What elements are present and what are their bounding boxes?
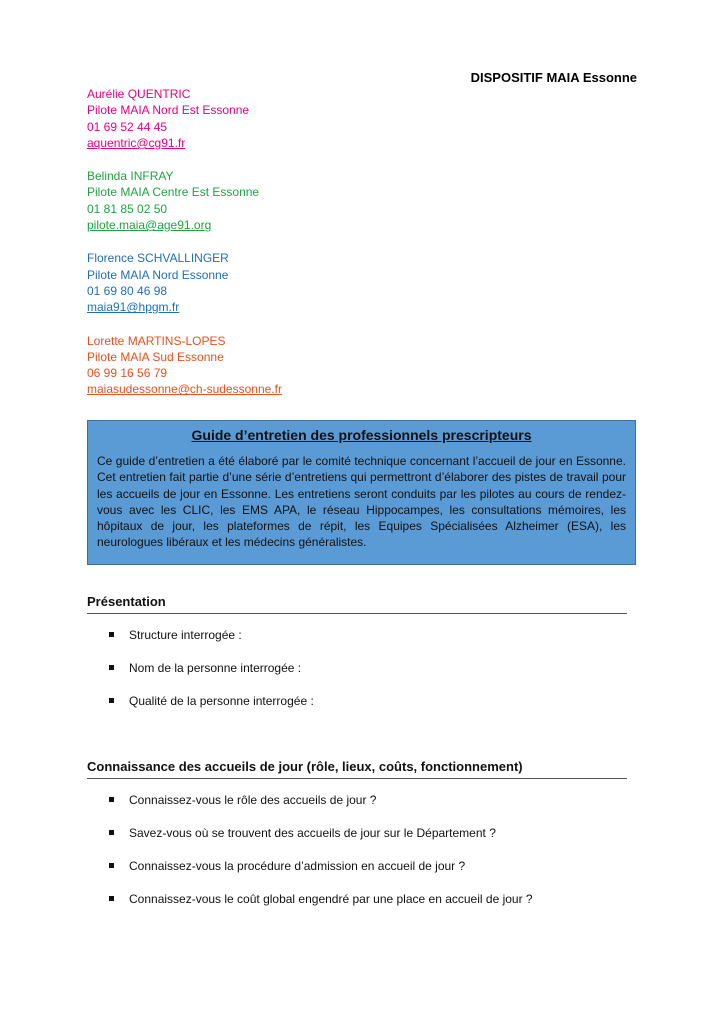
section-connaissance — [87, 759, 627, 907]
contact-name: Lorette MARTINS-LOPES — [87, 333, 226, 348]
contact-role: Pilote MAIA Sud Essonne — [87, 349, 224, 364]
section-title: Présentation — [87, 594, 627, 614]
question-list — [87, 627, 627, 709]
square-bullet-icon — [109, 863, 114, 868]
square-bullet-icon — [109, 896, 114, 901]
guide-description: Ce guide d’entretien a été élaboré par le comité technique concernant l’accueil de jour en Essonne. Cet entretien fait partie d’une série d’entretiens qui permettront d’élaborer des pistes de travail pour les accueils de jour en Essonne. Les entretiens seront conduits par les pilotes au cours de rendez-vous avec les CLIC, les EMS APA, le réseau Hippocampes, les consultations mémoires, les hôpitaux de jour, les plateformes de répit, les Equipes Spécialisées Alzheimer (ESA), les neurologues libéraux et les médecins généralistes. — [97, 454, 626, 550]
square-bullet-icon — [109, 665, 114, 670]
contact-email-link[interactable]: maiasudessonne@ch-sudessonne.fr — [87, 382, 282, 397]
contact-role: Pilote MAIA Nord Essonne — [87, 267, 229, 282]
list-item-text: Savez-vous où se trouvent des accueils de jour sur le Département ? — [129, 826, 496, 840]
list-item — [87, 627, 627, 643]
contact-role: Pilote MAIA Nord Est Essonne — [87, 103, 250, 118]
list-item — [87, 891, 627, 907]
guide-title: Guide d’entretien des professionnels prescripteurs — [191, 427, 532, 443]
list-item-text: Nom de la personne interrogée : — [129, 661, 302, 675]
list-item — [87, 792, 627, 808]
square-bullet-icon — [109, 830, 114, 835]
contact-phone: 01 69 80 46 98 — [87, 283, 168, 298]
list-item-text: Connaissez-vous le coût global engendré par une place en accueil de jour ? — [129, 892, 533, 906]
section-title: Connaissance des accueils de jour (rôle, lieux, coûts, fonctionnement) — [87, 759, 627, 779]
contact-email-link[interactable]: aquentric@cg91.fr — [87, 135, 186, 150]
contact-card — [87, 250, 487, 315]
contact-role: Pilote MAIA Centre Est Essonne — [87, 185, 260, 200]
contact-name: Florence SCHVALLINGER — [87, 251, 229, 266]
contacts-block — [87, 86, 487, 415]
square-bullet-icon — [109, 698, 114, 703]
contact-card — [87, 168, 487, 233]
contact-name: Aurélie QUENTRIC — [87, 87, 191, 101]
contact-card — [87, 333, 487, 398]
list-item-text: Connaissez-vous la procédure d’admission en accueil de jour ? — [129, 859, 466, 873]
list-item-text: Connaissez-vous le rôle des accueils de jour ? — [129, 793, 377, 807]
contact-name: Belinda INFRAY — [87, 169, 174, 184]
contact-card — [87, 86, 487, 151]
list-item — [87, 693, 627, 709]
list-item-text: Structure interrogée : — [129, 628, 242, 642]
contact-phone: 01 69 52 44 45 — [87, 119, 168, 134]
document-header-title: DISPOSITIF MAIA Essonne — [470, 70, 637, 85]
list-item — [87, 825, 627, 841]
contact-phone: 06 99 16 56 79 — [87, 366, 168, 381]
question-list — [87, 792, 627, 907]
list-item-text: Qualité de la personne interrogée : — [129, 694, 314, 708]
contact-phone: 01 81 85 02 50 — [87, 201, 168, 216]
guide-box — [87, 420, 636, 565]
square-bullet-icon — [109, 797, 114, 802]
section-presentation — [87, 594, 627, 709]
contact-email-link[interactable]: pilote.maia@age91.org — [87, 218, 212, 233]
list-item — [87, 858, 627, 874]
square-bullet-icon — [109, 632, 114, 637]
list-item — [87, 660, 627, 676]
contact-email-link[interactable]: maia91@hpgm.fr — [87, 300, 180, 315]
